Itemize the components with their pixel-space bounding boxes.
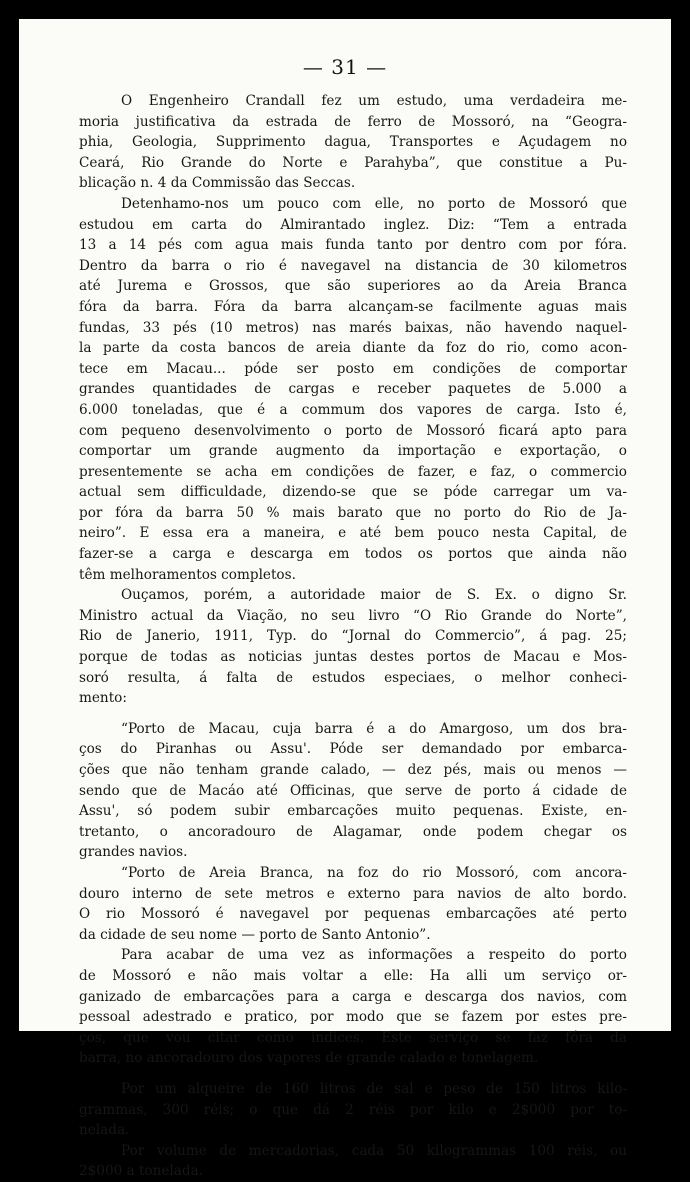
text-line: Rio de Janerio, 1911, Typ. do “Jornal do Commercio”, á pag. 25; bbox=[79, 628, 627, 645]
text-line: presentemente se acha em condições de fazer, e faz, o commercio bbox=[79, 463, 627, 480]
paragraph bbox=[79, 585, 627, 709]
text-line: fundas, 33 pés (10 metros) nas marés baixas, não havendo naquel- bbox=[79, 319, 627, 336]
text-line: grandes navios. bbox=[79, 844, 188, 861]
text-line: Ceará, Rio Grande do Norte e Parahyba”, que constitue a Pu- bbox=[79, 154, 627, 171]
text-line: neiro”. E essa era a maneira, e até bem pouco nesta Capital, de bbox=[79, 525, 627, 542]
text-line: até Jurema e Grossos, que são superiores ao da Areia Branca bbox=[79, 278, 627, 295]
text-line: comportar um grande augmento da importação e exportação, o bbox=[79, 443, 627, 460]
paragraph bbox=[79, 91, 627, 194]
text-line: tece em Macau... póde ser posto em condições de comportar bbox=[79, 360, 627, 377]
text-line: sendo que de Macáo até Officinas, que serve de porto á cidade de bbox=[79, 782, 627, 799]
scanned-page bbox=[19, 19, 671, 1180]
text-line: “Porto de Macau, cuja barra é a do Amargoso, um dos bra- bbox=[121, 720, 627, 737]
text-line: O Engenheiro Crandall fez um estudo, uma verdadeira me- bbox=[121, 93, 627, 109]
text-line: de Mossoró e não mais voltar a elle: Ha alli um serviço or- bbox=[79, 967, 627, 984]
paragraph bbox=[79, 1079, 627, 1141]
text-line: ços, que vou citar como indices. Este serviço se faz fóra da bbox=[79, 1029, 627, 1046]
text-line: Ministro actual da Viação, no seu livro “O Rio Grande do Norte”, bbox=[79, 607, 627, 624]
text-line: moria justificativa da estrada de ferro de Mossoró, na “Geogra- bbox=[79, 113, 627, 130]
paragraph-gap bbox=[79, 1069, 627, 1079]
text-line: têm melhoramentos completos. bbox=[79, 566, 296, 583]
text-line: Dentro da barra o rio é navegavel na distancia de 30 kilometros bbox=[79, 257, 627, 274]
text-line: Para acabar de uma vez as informações a respeito do porto bbox=[121, 947, 627, 964]
text-line: mento: bbox=[79, 690, 127, 707]
text-line: com pequeno desenvolvimento o porto de Mossoró ficará apto para bbox=[79, 422, 627, 439]
paragraph bbox=[79, 719, 627, 863]
text-line: douro interno de sete metros e externo para navios de alto bordo. bbox=[79, 885, 627, 902]
paragraph-gap bbox=[79, 709, 627, 719]
text-line: por fóra da barra 50 % mais barato que no porto do Rio de Ja- bbox=[79, 504, 627, 521]
paragraph bbox=[79, 945, 627, 1069]
text-line: actual sem difficuldade, dizendo-se que se póde carregar um va- bbox=[79, 484, 627, 501]
text-line: la parte da costa bancos de areia diante da foz do rio, como acon- bbox=[79, 340, 627, 357]
text-line: 6.000 toneladas, que é a commum dos vapores de carga. Isto é, bbox=[79, 401, 627, 418]
body-text bbox=[79, 91, 627, 1182]
text-line: 13 a 14 pés com agua mais funda tanto por dentro com por fóra. bbox=[79, 237, 627, 254]
text-line: da cidade de seu nome — porto de Santo Antonio”. bbox=[79, 926, 431, 943]
text-line: fóra da barra. Fóra da barra alcançam-se facilmente aguas mais bbox=[79, 298, 627, 315]
text-line: Assu', só podem subir embarcações muito pequenas. Existe, en- bbox=[79, 803, 627, 820]
text-line: Por um alqueire de 160 litros de sal e peso de 150 litros kilo- bbox=[121, 1080, 627, 1097]
text-line: ços do Piranhas ou Assu'. Póde ser demandado por embarca- bbox=[79, 741, 627, 758]
paragraph bbox=[79, 863, 627, 945]
text-line: tretanto, o ancoradouro de Alagamar, onde podem chegar os bbox=[79, 823, 627, 840]
text-line: ções que não tenham grande calado, — dez pés, mais ou menos — bbox=[79, 762, 627, 778]
text-line: fazer-se a carga e descarga em todos os portos que ainda não bbox=[79, 546, 627, 563]
paragraph bbox=[79, 1141, 627, 1182]
text-line: ganizado de embarcações para a carga e descarga dos navios, com bbox=[79, 988, 627, 1005]
text-line: 2$000 a tonelada. bbox=[79, 1163, 204, 1180]
text-line: Por volume de mercadorias, cada 50 kilogrammas 100 réis, ou bbox=[121, 1142, 627, 1159]
paragraph bbox=[79, 194, 627, 585]
text-line: soró resulta, á falta de estudos especiaes, o melhor conheci- bbox=[79, 669, 627, 686]
text-line: “Porto de Areia Branca, na foz do rio Mossoró, com ancora- bbox=[121, 864, 627, 881]
text-line: O rio Mossoró é navegavel por pequenas embarcações até perto bbox=[79, 906, 627, 923]
text-line: estudou em carta do Almirantado inglez. Diz: “Tem a entrada bbox=[79, 216, 627, 233]
text-line: porque de todas as noticias juntas destes portos de Macau e Mos- bbox=[79, 649, 627, 666]
text-line: blicação n. 4 da Commissão das Seccas. bbox=[79, 175, 356, 192]
text-line: barra, no ancoradouro dos vapores de grande calado e tonelagem. bbox=[79, 1050, 539, 1067]
text-line: Ouçamos, porém, a autoridade maior de S. Ex. o digno Sr. bbox=[121, 587, 627, 604]
text-line: phia, Geologia, Supprimento dagua, Transportes e Açudagem no bbox=[79, 134, 627, 151]
text-line: pessoal adestrado e pratico, por modo que se fazem por estes pre- bbox=[79, 1009, 627, 1026]
text-line: grandes quantidades de cargas e receber paquetes de 5.000 a bbox=[79, 381, 627, 398]
text-line: grammas, 300 réis; o que dá 2 réis por kilo e 2$000 por to- bbox=[79, 1101, 627, 1118]
text-line: nelada. bbox=[79, 1122, 130, 1139]
page-number: — 31 — bbox=[302, 55, 388, 79]
text-line: Detenhamo-nos um pouco com elle, no porto de Mossoró que bbox=[121, 195, 627, 212]
